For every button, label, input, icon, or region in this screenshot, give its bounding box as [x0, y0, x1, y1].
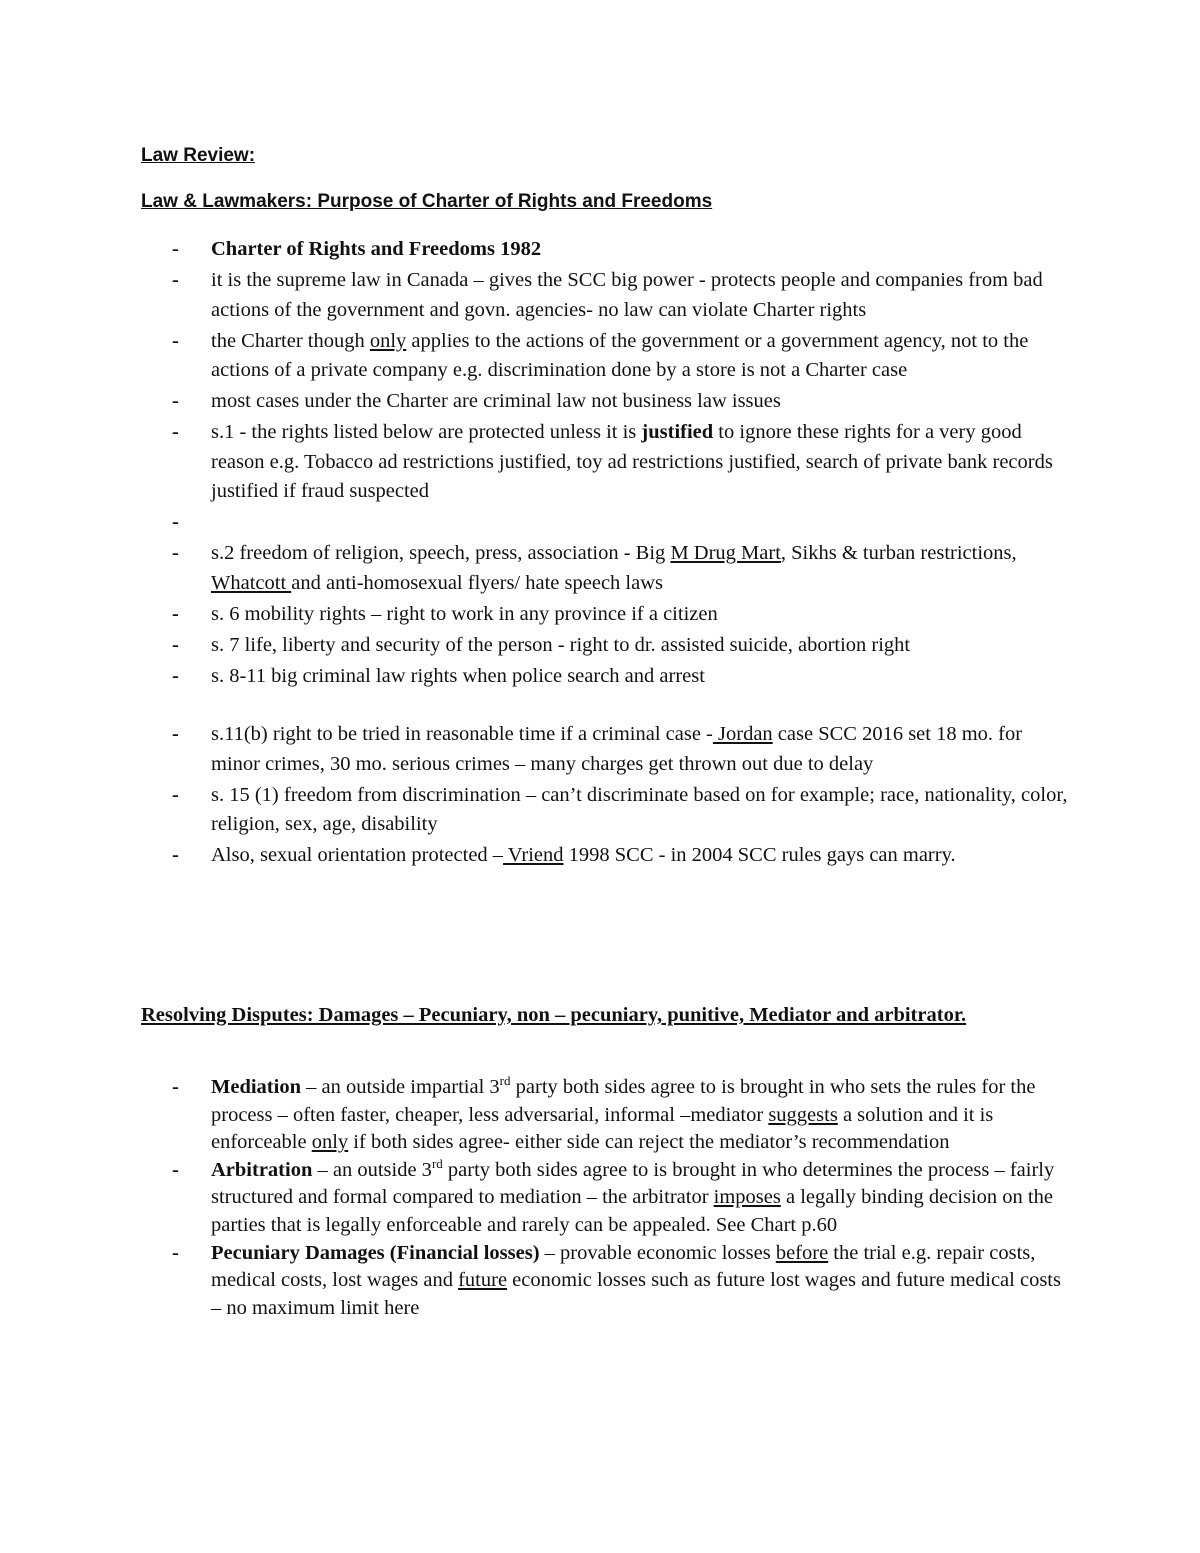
bullet-dash: -	[172, 633, 179, 656]
disputes-bullet-list	[0, 1074, 1200, 1322]
list-item: - s. 15 (1) freedom from discrimination – can’t discriminate based on for example; race, nationality, color, religion, sex, age, disability	[0, 781, 1071, 840]
page-title: Law Review:	[141, 145, 256, 166]
bullet-dash: -	[172, 1076, 179, 1098]
section-heading-disputes: Resolving Disputes: Damages – Pecuniary, non – pecuniary, punitive, Mediator and arbitrator.	[141, 1004, 967, 1026]
list-item: - s.11(b) right to be tried in reasonable time if a criminal case - Jordan case SCC 2016 set 18 mo. for minor crimes, 30 mo. serious crimes – many charges get thrown out due to delay	[0, 720, 1071, 779]
list-item: - s. 6 mobility rights – right to work in any province if a citizen	[0, 600, 1071, 630]
bullet-dash: -	[172, 269, 179, 291]
bullet-dash: -	[172, 390, 179, 412]
bullet-dash: -	[172, 664, 179, 687]
bullet-dash: -	[172, 421, 179, 443]
list-spacer	[0, 693, 1071, 719]
bullet-dash: -	[172, 1241, 179, 1264]
list-item-pecuniary: - Pecuniary Damages (Financial losses) – provable economic losses before the trial e.g. repair costs, medical costs, lost wages and future economic losses such as future lost wages and future medical costs – no maximum limit here	[172, 1241, 1061, 1319]
bullet-dash: -	[172, 1158, 179, 1181]
bullet-dash: -	[172, 238, 179, 260]
list-item: - it is the supreme law in Canada – gives the SCC big power - protects people and companies from bad actions of the government and govn. agencies- no law can violate Charter rights	[0, 266, 1071, 325]
list-item: - most cases under the Charter are criminal law not business law issues	[0, 387, 1071, 417]
bullet-dash: -	[172, 602, 179, 625]
list-item-mediation: - Mediation – an outside impartial 3rd party both sides agree to is brought in who sets the rules for the process – often faster, cheaper, less adversarial, informal –mediator suggests a solution and it is enforceable only if both sides agree- either side can reject the mediator’s recommendation	[172, 1073, 1036, 1154]
bullet-dash: -	[172, 511, 179, 533]
list-item: - Charter of Rights and Freedoms 1982	[0, 235, 1071, 265]
bullet-dash: -	[172, 542, 179, 564]
list-item: - s.2 freedom of religion, speech, press, association - Big M Drug Mart, Sikhs & turban restrictions, Whatcott and anti-homosexual flyers/ hate speech laws	[0, 539, 1071, 598]
list-item: - the Charter though only applies to the actions of the government or a government agency, not to the actions of a private company e.g. discrimination done by a store is not a Charter case	[0, 327, 1071, 386]
list-item: - s. 8-11 big criminal law rights when police search and arrest	[0, 662, 1071, 692]
bullet-dash: -	[172, 329, 179, 352]
section-heading-charter: Law & Lawmakers: Purpose of Charter of Rights and Freedoms	[141, 191, 713, 212]
list-item-empty	[0, 508, 1071, 538]
list-item: - s. 7 life, liberty and security of the person - right to dr. assisted suicide, abortion right	[0, 631, 1071, 661]
bullet-dash: -	[172, 783, 179, 806]
list-item-arbitration: - Arbitration – an outside 3rd party both sides agree to is brought in who determines the process – fairly structured and formal compared to mediation – the arbitrator imposes a legally binding decision on the parties that is legally enforceable and rarely can be appealed. See Chart p.60	[172, 1155, 1055, 1236]
list-item: - s.1 - the rights listed below are protected unless it is justified to ignore these rights for a very good reason e.g. Tobacco ad restrictions justified, toy ad restrictions justified, search of private bank records justified if fraud suspected	[0, 418, 1071, 507]
bullet-dash: -	[172, 844, 179, 866]
list-item: - Also, sexual orientation protected – Vriend 1998 SCC - in 2004 SCC rules gays can marry.	[0, 841, 1071, 871]
charter-bullet-list	[0, 235, 1200, 872]
bullet-dash: -	[172, 723, 179, 745]
